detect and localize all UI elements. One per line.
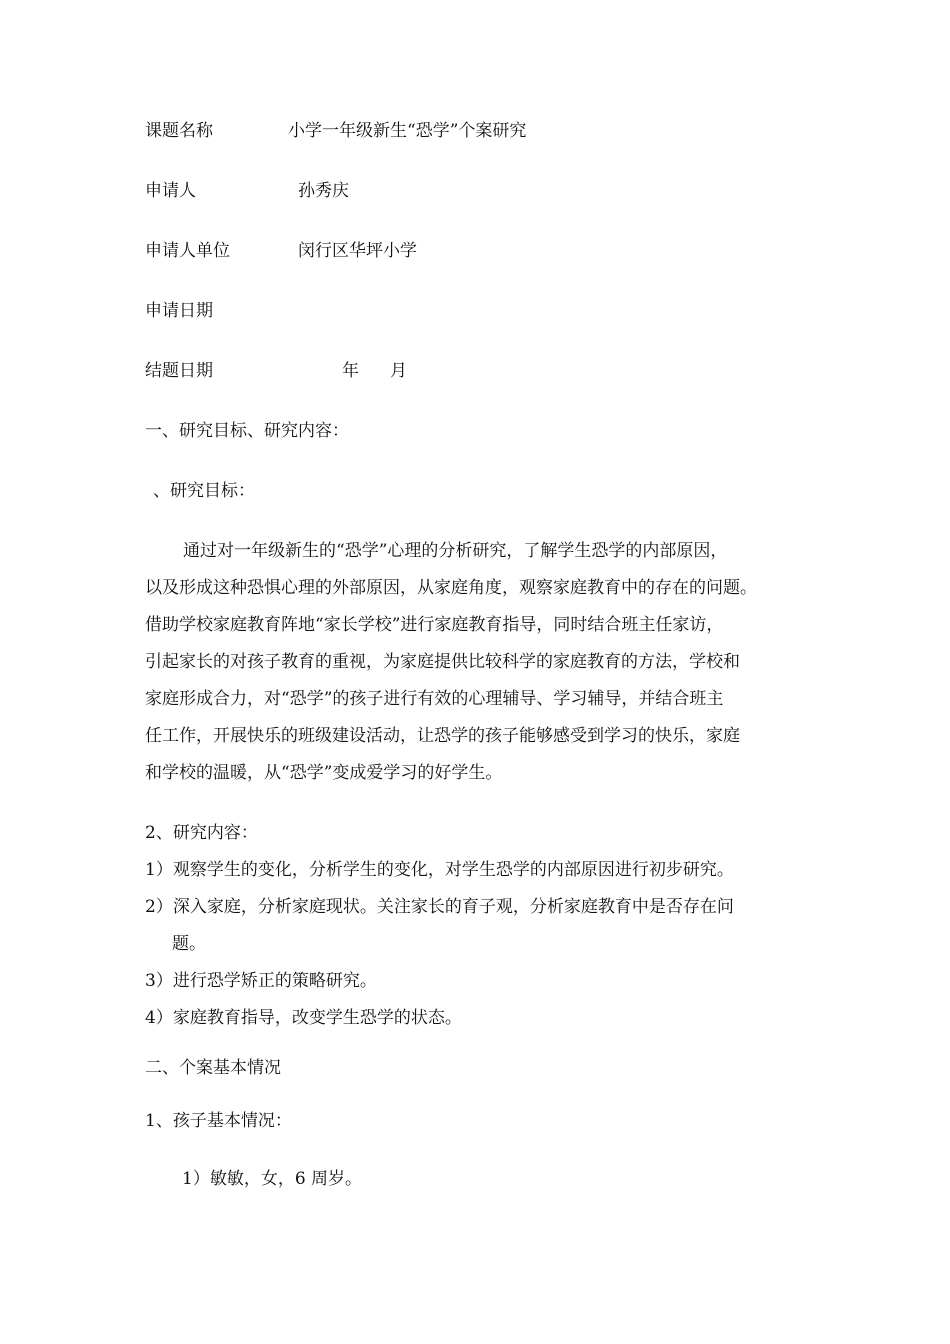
end-date-month: 月 xyxy=(390,361,407,381)
goal-line: 任工作，开展快乐的班级建设活动，让恐学的孩子能够感受到学习的快乐，家庭 xyxy=(145,726,740,746)
end-date-year: 年 xyxy=(342,361,359,381)
goal-line: 借助学校家庭教育阵地“家长学校”进行家庭教育指导，同时结合班主任家访， xyxy=(145,615,724,635)
child-item: 1）敏敏，女，6 周岁。 xyxy=(182,1169,363,1189)
applicant-value: 孙秀庆 xyxy=(298,181,349,201)
topic-label: 课题名称 xyxy=(145,121,213,141)
list-item: 4）家庭教育指导，改变学生恐学的状态。 xyxy=(145,1008,462,1028)
goal-heading: 、研究目标： xyxy=(153,481,255,501)
content-heading: 2、研究内容： xyxy=(145,823,258,843)
goal-line: 家庭形成合力，对“恐学”的孩子进行有效的心理辅导、学习辅导，并结合班主 xyxy=(145,689,724,709)
topic-value: 小学一年级新生“恐学”个案研究 xyxy=(288,121,527,141)
list-item: 3）进行恐学矫正的策略研究。 xyxy=(145,971,377,991)
goal-line: 以及形成这种恐惧心理的外部原因，从家庭角度，观察家庭教育中的存在的问题。 xyxy=(145,578,757,598)
list-item-continuation: 题。 xyxy=(172,934,206,954)
child-heading: 1、孩子基本情况： xyxy=(145,1111,292,1131)
applicant-label: 申请人 xyxy=(145,181,196,201)
goal-line: 通过对一年级新生的“恐学”心理的分析研究，了解学生恐学的内部原因， xyxy=(183,541,728,561)
apply-date-label: 申请日期 xyxy=(145,301,213,321)
section2-heading: 二、个案基本情况 xyxy=(145,1058,281,1078)
section1-heading: 一、研究目标、研究内容： xyxy=(145,421,349,441)
goal-line: 和学校的温暖，从“恐学”变成爱学习的好学生。 xyxy=(145,763,503,783)
list-item: 1）观察学生的变化，分析学生的变化，对学生恐学的内部原因进行初步研究。 xyxy=(145,860,734,880)
unit-value: 闵行区华坪小学 xyxy=(298,241,417,261)
unit-label: 申请人单位 xyxy=(145,241,230,261)
end-date-label: 结题日期 xyxy=(145,361,213,381)
goal-line: 引起家长的对孩子教育的重视，为家庭提供比较科学的家庭教育的方法，学校和 xyxy=(145,652,740,672)
list-item: 2）深入家庭，分析家庭现状。关注家长的育子观，分析家庭教育中是否存在问 xyxy=(145,897,734,917)
